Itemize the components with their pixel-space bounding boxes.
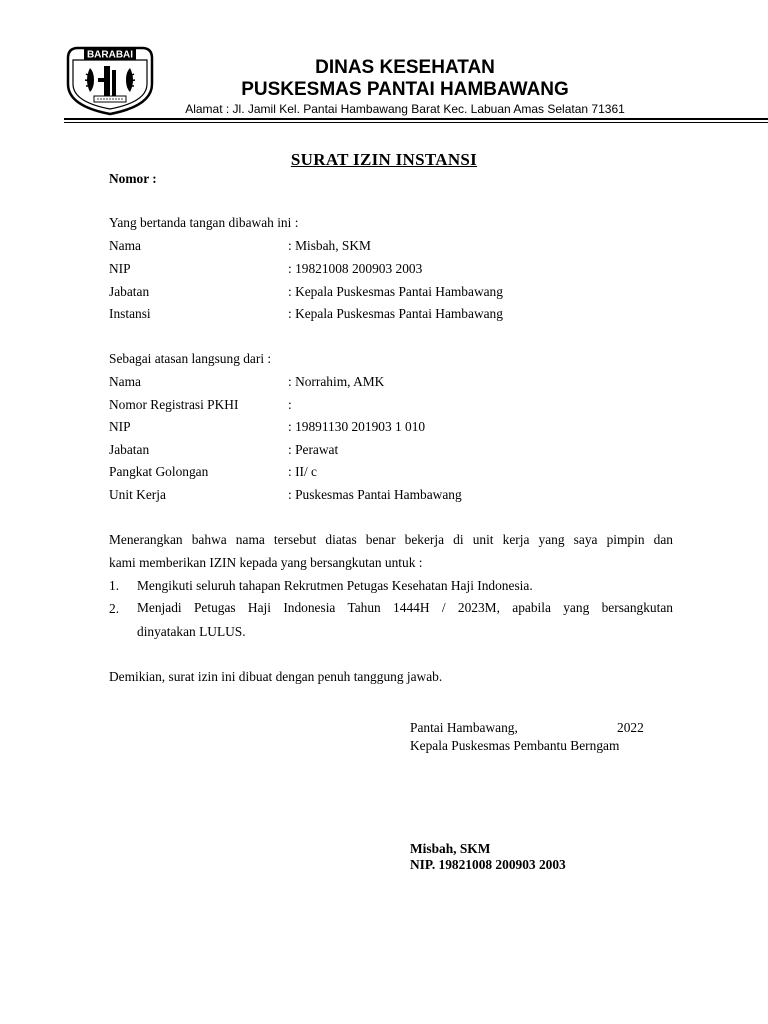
employee-field-label: Pangkat Golongan — [109, 464, 209, 479]
logo-text: BARABAI — [86, 49, 134, 61]
signer-field-label: Nama — [109, 238, 141, 253]
employee-field-value: : Perawat — [288, 442, 339, 457]
signer-field-label: NIP — [109, 261, 131, 276]
list-item-number: 1. — [109, 578, 120, 593]
list-item-number: 2. — [109, 601, 120, 616]
letter-title: SURAT IZIN INSTANSI — [290, 150, 478, 169]
header-rule-thin — [64, 122, 768, 123]
employee-field-label: Nama — [109, 374, 141, 389]
signature-place: Pantai Hambawang, — [410, 720, 518, 735]
signer-field-value: : 19821008 200903 2003 — [288, 261, 423, 276]
header-rule-thick — [64, 118, 768, 120]
signature-nip: NIP. 19821008 200903 2003 — [410, 857, 566, 872]
signer-field-value: : Kepala Puskesmas Pantai Hambawang — [288, 306, 503, 321]
puskesmas-logo — [64, 44, 156, 116]
body-line-2: kami memberikan IZIN kepada yang bersangkutan untuk : — [109, 555, 423, 570]
supervisor-intro: Sebagai atasan langsung dari : — [109, 351, 272, 366]
closing-statement: Demikian, surat izin ini dibuat dengan penuh tanggung jawab. — [109, 669, 443, 684]
signature-year: 2022 — [617, 720, 644, 735]
employee-field-label: NIP — [109, 419, 131, 434]
signer-intro: Yang bertanda tangan dibawah ini : — [109, 215, 299, 230]
org-name-line1: DINAS KESEHATAN — [315, 57, 495, 78]
org-address: Alamat : Jl. Jamil Kel. Pantai Hambawang Barat Kec. Labuan Amas Selatan 71361 — [185, 102, 625, 116]
employee-field-label: Unit Kerja — [109, 487, 166, 502]
org-name-line2: PUSKESMAS PANTAI HAMBAWANG — [241, 79, 569, 100]
list-item-text: Mengikuti seluruh tahapan Rekrutmen Petugas Kesehatan Haji Indonesia. — [137, 578, 533, 593]
employee-field-value: : II/ c — [288, 464, 317, 479]
employee-field-value: : Norrahim, AMK — [288, 374, 385, 389]
signature-name: Misbah, SKM — [410, 841, 491, 856]
employee-field-value: : Puskesmas Pantai Hambawang — [288, 487, 462, 502]
signer-field-label: Jabatan — [109, 284, 150, 299]
employee-field-value: : 19891130 201903 1 010 — [288, 419, 426, 434]
signer-field-value: : Kepala Puskesmas Pantai Hambawang — [288, 284, 503, 299]
letter-title-block — [0, 150, 768, 170]
signer-field-value: : Misbah, SKM — [288, 238, 371, 253]
employee-field-value: : — [288, 397, 292, 412]
employee-field-label: Jabatan — [109, 442, 150, 457]
body-line-1: Menerangkan bahwa nama tersebut diatas benar bekerja di unit kerja yang saya pimpin dan — [109, 532, 673, 547]
list-item-text-continued: dinyatakan LULUS. — [137, 624, 246, 639]
signature-position: Kepala Puskesmas Pembantu Berngam — [410, 738, 620, 753]
list-item-text: Menjadi Petugas Haji Indonesia Tahun 1444H / 2023M, apabila yang bersangkutan — [137, 600, 673, 615]
signer-field-label: Instansi — [109, 306, 151, 321]
letter-number-label: Nomor : — [109, 171, 157, 186]
employee-field-label: Nomor Registrasi PKHI — [109, 397, 239, 412]
